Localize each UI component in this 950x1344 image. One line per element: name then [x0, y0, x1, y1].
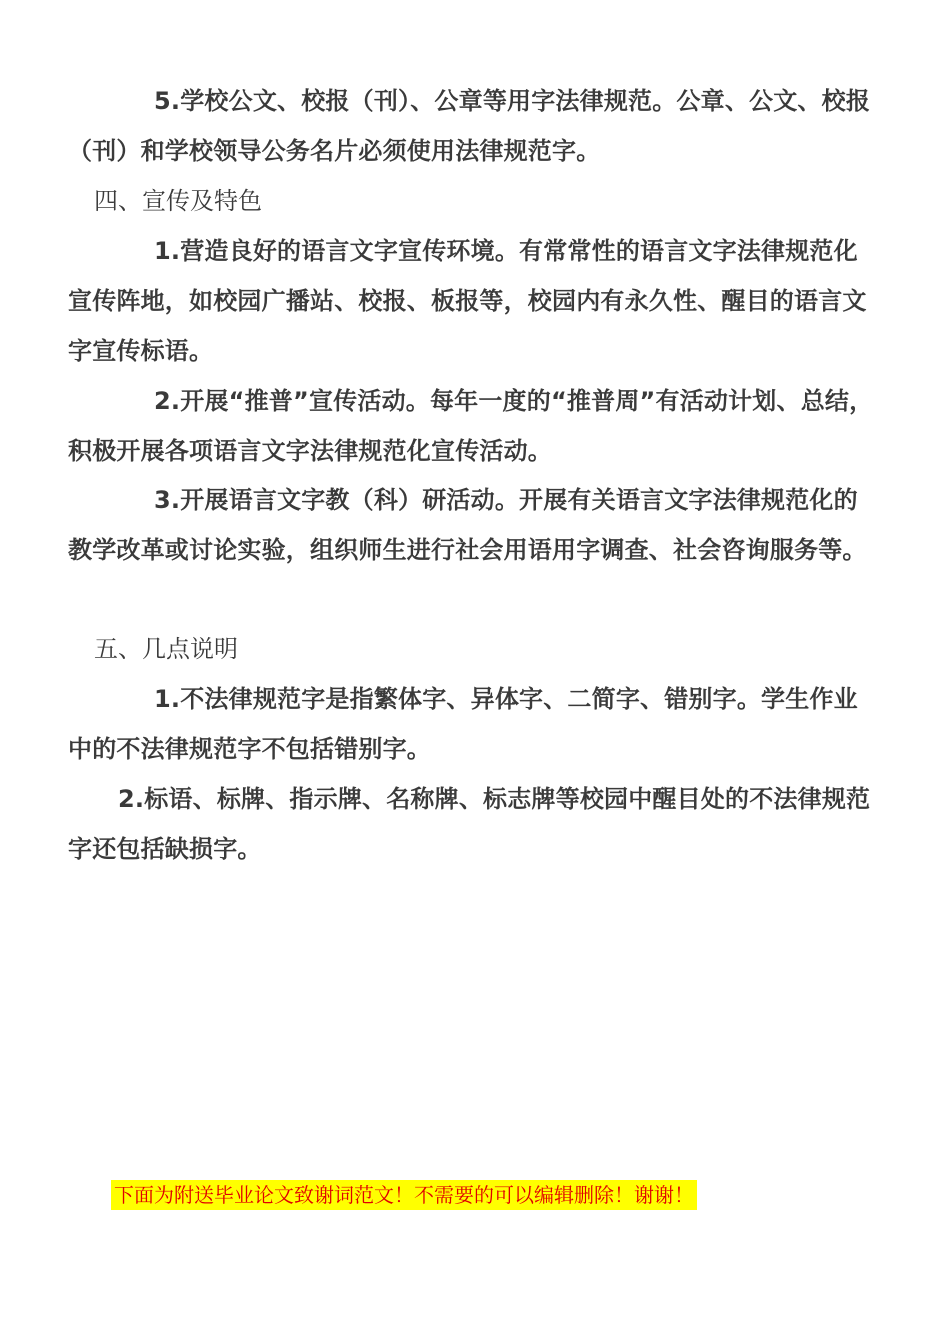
paragraph-official-documents: 5.学校公文、校报（刊）、公章等用字法律规范。公章、公文、校报（刊）和学校领导公务名片必须使用法律规范字。	[68, 87, 871, 165]
section-heading-publicity: 四、宣传及特色	[94, 187, 262, 215]
paragraph-nonstandard-chars: 1.不法律规范字是指繁体字、异体字、二简字、错别字。学生作业中的不法律规范字不包括错别字。	[68, 685, 858, 763]
paragraph-research-activities: 3.开展语言文字教（科）研活动。开展有关语言文字法律规范化的教学改革或讨论实验，组织师生进行社会用语用字调查、社会咨询服务等。	[68, 486, 867, 564]
paragraph-putonghua-week: 2.开展“推普”宣传活动。每年一度的“推普周”有活动计划、总结，积极开展各项语言文字法律规范化宣传活动。	[68, 387, 874, 465]
highlighted-note: 下面为附送毕业论文致谢词范文！不需要的可以编辑删除！谢谢！	[111, 1180, 697, 1210]
paragraph-publicity-environment: 1.营造良好的语言文字宣传环境。有常常性的语言文字法律规范化宣传阵地，如校园广播站、校报、板报等，校园内有永久性、醒目的语言文字宣传标语。	[68, 237, 867, 365]
section-heading-notes: 五、几点说明	[94, 635, 238, 663]
paragraph-signage: 2.标语、标牌、指示牌、名称牌、标志牌等校园中醒目处的不法律规范字还包括缺损字。	[68, 785, 871, 863]
